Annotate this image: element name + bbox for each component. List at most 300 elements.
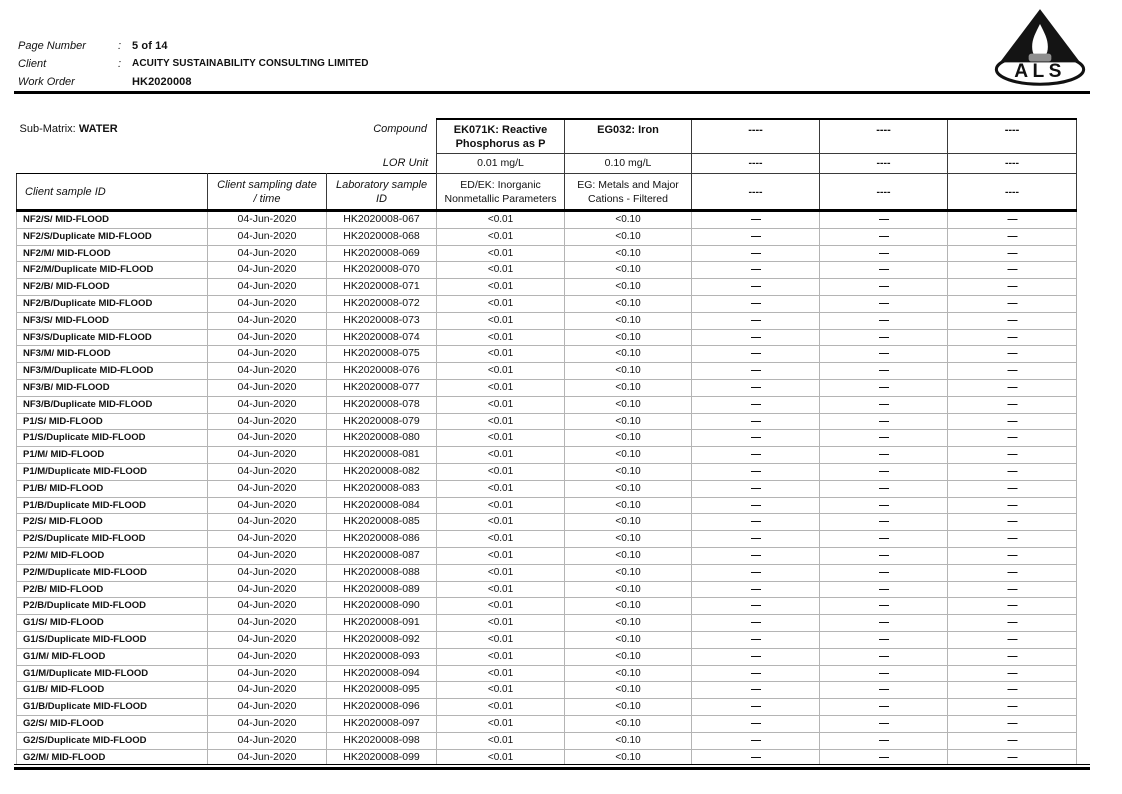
table-row (17, 262, 1077, 279)
sample-id-cell: G2/S/Duplicate MID-FLOOD (17, 732, 208, 749)
result-cell: <0.01 (437, 430, 565, 447)
sampling-date-cell: 04-Jun-2020 (208, 211, 327, 229)
sampling-date-cell: 04-Jun-2020 (208, 615, 327, 632)
table-row (17, 665, 1077, 682)
result-cell: <0.01 (437, 547, 565, 564)
result-cell: — (948, 379, 1077, 396)
result-cell: <0.10 (565, 699, 692, 716)
lab-id-cell: HK2020008-073 (327, 312, 437, 329)
sample-id-cell: P2/M/Duplicate MID-FLOOD (17, 564, 208, 581)
als-logo-graphic (992, 6, 1088, 90)
result-cell: <0.10 (565, 363, 692, 380)
lab-id-cell: HK2020008-077 (327, 379, 437, 396)
result-cell: — (820, 430, 948, 447)
sample-id-cell: P1/B/Duplicate MID-FLOOD (17, 497, 208, 514)
result-cell: <0.10 (565, 245, 692, 262)
result-cell: — (820, 295, 948, 312)
lab-id-cell: HK2020008-085 (327, 514, 437, 531)
result-cell: <0.10 (565, 598, 692, 615)
result-cell: — (692, 598, 820, 615)
compound-name-cell: EK071K: Reactive Phosphorus as P (437, 119, 565, 153)
result-cell: — (820, 346, 948, 363)
lab-sample-id-header: Laboratory sample ID (327, 174, 437, 211)
separator: : (118, 58, 122, 70)
result-cell: <0.10 (565, 682, 692, 699)
result-cell: <0.01 (437, 631, 565, 648)
lab-id-cell: HK2020008-096 (327, 699, 437, 716)
sample-id-cell: P2/S/Duplicate MID-FLOOD (17, 531, 208, 548)
result-cell: — (948, 413, 1077, 430)
sample-id-cell: G2/S/ MID-FLOOD (17, 715, 208, 732)
result-cell: — (820, 379, 948, 396)
sampling-date-cell: 04-Jun-2020 (208, 245, 327, 262)
lab-id-cell: HK2020008-088 (327, 564, 437, 581)
result-cell: — (820, 598, 948, 615)
lor-cell: 0.01 mg/L (437, 153, 565, 174)
lab-id-cell: HK2020008-074 (327, 329, 437, 346)
result-cell: <0.10 (565, 396, 692, 413)
result-cell: <0.01 (437, 262, 565, 279)
result-cell: — (820, 648, 948, 665)
table-row (17, 598, 1077, 615)
result-cell: — (948, 245, 1077, 262)
result-cell: <0.10 (565, 615, 692, 632)
result-cell: — (692, 279, 820, 296)
lab-id-cell: HK2020008-094 (327, 665, 437, 682)
lab-id-cell: HK2020008-089 (327, 581, 437, 598)
sampling-date-cell: 04-Jun-2020 (208, 228, 327, 245)
result-cell: — (948, 211, 1077, 229)
result-cell: — (820, 480, 948, 497)
result-cell: <0.10 (565, 312, 692, 329)
compound-name-cell: ---- (692, 119, 820, 153)
result-cell: — (692, 363, 820, 380)
als-logo (992, 6, 1088, 90)
sample-id-cell: NF3/B/Duplicate MID-FLOOD (17, 396, 208, 413)
table-row (17, 497, 1077, 514)
table-row (17, 228, 1077, 245)
results-table-head (17, 119, 1077, 211)
sample-id-cell: NF3/S/ MID-FLOOD (17, 312, 208, 329)
result-cell: — (948, 228, 1077, 245)
result-cell: — (692, 514, 820, 531)
result-cell: <0.01 (437, 497, 565, 514)
result-cell: — (948, 581, 1077, 598)
result-cell: — (692, 564, 820, 581)
result-cell: — (948, 682, 1077, 699)
client-field (18, 55, 369, 73)
client-sample-id-header: Client sample ID (17, 174, 208, 211)
result-cell: <0.01 (437, 295, 565, 312)
result-cell: — (948, 463, 1077, 480)
sample-id-cell: G1/S/ MID-FLOOD (17, 615, 208, 632)
result-cell: <0.10 (565, 514, 692, 531)
client-value: ACUITY SUSTAINABILITY CONSULTING LIMITED (132, 58, 369, 69)
result-cell: <0.01 (437, 665, 565, 682)
result-cell: — (820, 531, 948, 548)
result-cell: — (820, 497, 948, 514)
result-cell: — (820, 581, 948, 598)
lab-id-cell: HK2020008-075 (327, 346, 437, 363)
sampling-date-cell: 04-Jun-2020 (208, 363, 327, 380)
result-cell: <0.01 (437, 732, 565, 749)
result-cell: — (948, 262, 1077, 279)
sample-id-cell: G2/M/ MID-FLOOD (17, 749, 208, 766)
result-cell: — (820, 699, 948, 716)
result-cell: <0.01 (437, 682, 565, 699)
work-order-label: Work Order (18, 76, 75, 88)
result-cell: — (692, 430, 820, 447)
lab-id-cell: HK2020008-092 (327, 631, 437, 648)
result-cell: <0.01 (437, 228, 565, 245)
result-cell: <0.01 (437, 514, 565, 531)
sample-id-cell: G1/M/ MID-FLOOD (17, 648, 208, 665)
result-cell: — (820, 682, 948, 699)
result-cell: <0.01 (437, 598, 565, 615)
sample-id-cell: NF2/B/Duplicate MID-FLOOD (17, 295, 208, 312)
page-number-label: Page Number (18, 40, 86, 52)
result-cell: <0.01 (437, 279, 565, 296)
result-cell: <0.10 (565, 211, 692, 229)
result-cell: <0.10 (565, 262, 692, 279)
result-cell: <0.10 (565, 648, 692, 665)
sample-id-cell: NF2/M/ MID-FLOOD (17, 245, 208, 262)
result-cell: — (692, 497, 820, 514)
compound-header-row (17, 119, 1077, 153)
sampling-date-cell: 04-Jun-2020 (208, 514, 327, 531)
result-cell: — (820, 631, 948, 648)
method-group-cell: ---- (692, 174, 820, 211)
sampling-date-cell: 04-Jun-2020 (208, 379, 327, 396)
lab-id-cell: HK2020008-069 (327, 245, 437, 262)
sampling-date-cell: 04-Jun-2020 (208, 732, 327, 749)
result-cell: — (820, 564, 948, 581)
sampling-date-cell: 04-Jun-2020 (208, 682, 327, 699)
sample-id-cell: P1/B/ MID-FLOOD (17, 480, 208, 497)
sample-id-cell: G1/M/Duplicate MID-FLOOD (17, 665, 208, 682)
table-row (17, 312, 1077, 329)
result-cell: — (692, 379, 820, 396)
result-cell: <0.10 (565, 463, 692, 480)
result-cell: <0.10 (565, 413, 692, 430)
sampling-date-cell: 04-Jun-2020 (208, 346, 327, 363)
lor-unit-label-cell (17, 153, 437, 174)
method-group-cell: ED/EK: Inorganic Nonmetallic Parameters (437, 174, 565, 211)
table-row (17, 547, 1077, 564)
lor-cell: ---- (692, 153, 820, 174)
table-row (17, 480, 1077, 497)
sampling-date-cell: 04-Jun-2020 (208, 497, 327, 514)
sampling-date-cell: 04-Jun-2020 (208, 295, 327, 312)
table-row (17, 245, 1077, 262)
result-cell: — (692, 463, 820, 480)
result-cell: — (948, 430, 1077, 447)
column-header-row (17, 174, 1077, 211)
sample-id-cell: NF2/S/ MID-FLOOD (17, 211, 208, 229)
result-cell: — (948, 447, 1077, 464)
result-cell: — (692, 715, 820, 732)
result-cell: <0.01 (437, 648, 565, 665)
table-row (17, 413, 1077, 430)
result-cell: — (692, 245, 820, 262)
table-row (17, 379, 1077, 396)
result-cell: — (692, 665, 820, 682)
lab-id-cell: HK2020008-084 (327, 497, 437, 514)
result-cell: <0.10 (565, 581, 692, 598)
result-cell: <0.01 (437, 715, 565, 732)
compound-name-cell: EG032: Iron (565, 119, 692, 153)
result-cell: <0.01 (437, 245, 565, 262)
result-cell: — (820, 447, 948, 464)
result-cell: — (948, 329, 1077, 346)
table-row (17, 329, 1077, 346)
result-cell: — (692, 648, 820, 665)
result-cell: — (692, 228, 820, 245)
compound-name-cell: ---- (820, 119, 948, 153)
result-cell: — (820, 228, 948, 245)
result-cell: — (692, 581, 820, 598)
lab-id-cell: HK2020008-083 (327, 480, 437, 497)
result-cell: <0.10 (565, 715, 692, 732)
result-cell: — (948, 497, 1077, 514)
result-cell: — (692, 531, 820, 548)
page-number-value: 5 of 14 (132, 40, 168, 52)
result-cell: <0.01 (437, 346, 565, 363)
sampling-date-cell: 04-Jun-2020 (208, 447, 327, 464)
method-group-cell: EG: Metals and Major Cations - Filtered (565, 174, 692, 211)
sampling-date-cell: 04-Jun-2020 (208, 598, 327, 615)
sampling-date-cell: 04-Jun-2020 (208, 463, 327, 480)
sample-id-cell: P1/M/Duplicate MID-FLOOD (17, 463, 208, 480)
result-cell: — (820, 329, 948, 346)
table-row (17, 346, 1077, 363)
lab-id-cell: HK2020008-090 (327, 598, 437, 615)
lab-id-cell: HK2020008-068 (327, 228, 437, 245)
result-cell: <0.10 (565, 228, 692, 245)
result-cell: <0.01 (437, 211, 565, 229)
result-cell: <0.01 (437, 564, 565, 581)
result-cell: <0.01 (437, 699, 565, 716)
lor-unit-row (17, 153, 1077, 174)
result-cell: — (820, 211, 948, 229)
table-row (17, 211, 1077, 229)
table-row (17, 430, 1077, 447)
separator (118, 73, 132, 91)
result-cell: — (692, 682, 820, 699)
result-cell: — (692, 732, 820, 749)
result-cell: — (692, 262, 820, 279)
result-cell: — (692, 615, 820, 632)
result-cell: — (820, 363, 948, 380)
result-cell: <0.01 (437, 379, 565, 396)
sampling-date-cell: 04-Jun-2020 (208, 699, 327, 716)
lab-id-cell: HK2020008-081 (327, 447, 437, 464)
result-cell: <0.10 (565, 279, 692, 296)
lor-unit-label: LOR Unit (382, 157, 429, 169)
sampling-date-cell: 04-Jun-2020 (208, 564, 327, 581)
result-cell: — (692, 211, 820, 229)
result-cell: — (820, 262, 948, 279)
result-cell: — (820, 279, 948, 296)
lab-id-cell: HK2020008-093 (327, 648, 437, 665)
sample-id-cell: NF3/B/ MID-FLOOD (17, 379, 208, 396)
result-cell: <0.10 (565, 480, 692, 497)
result-cell: — (692, 447, 820, 464)
result-cell: <0.01 (437, 615, 565, 632)
sampling-date-cell: 04-Jun-2020 (208, 648, 327, 665)
result-cell: — (948, 631, 1077, 648)
result-cell: — (820, 245, 948, 262)
submatrix-compound-cell (17, 119, 437, 153)
result-cell: <0.10 (565, 547, 692, 564)
result-cell: — (948, 715, 1077, 732)
result-cell: — (820, 732, 948, 749)
result-cell: — (692, 547, 820, 564)
result-cell: <0.10 (565, 665, 692, 682)
result-cell: — (948, 732, 1077, 749)
result-cell: <0.10 (565, 564, 692, 581)
result-cell: <0.01 (437, 363, 565, 380)
lor-cell: 0.10 mg/L (565, 153, 692, 174)
table-row (17, 564, 1077, 581)
result-cell: — (820, 463, 948, 480)
result-cell: <0.01 (437, 581, 565, 598)
lab-id-cell: HK2020008-091 (327, 615, 437, 632)
result-cell: <0.01 (437, 329, 565, 346)
sampling-date-cell: 04-Jun-2020 (208, 279, 327, 296)
table-row (17, 715, 1077, 732)
result-cell: <0.01 (437, 480, 565, 497)
result-cell: <0.10 (565, 749, 692, 766)
sample-id-cell: P1/M/ MID-FLOOD (17, 447, 208, 464)
sample-id-cell: P2/S/ MID-FLOOD (17, 514, 208, 531)
result-cell: — (692, 295, 820, 312)
lab-id-cell: HK2020008-079 (327, 413, 437, 430)
lab-id-cell: HK2020008-097 (327, 715, 437, 732)
sampling-date-cell: 04-Jun-2020 (208, 262, 327, 279)
footer-rule (14, 764, 1090, 770)
header-rule (14, 91, 1090, 94)
result-cell: — (692, 480, 820, 497)
result-cell: — (820, 413, 948, 430)
sampling-date-cell: 04-Jun-2020 (208, 430, 327, 447)
method-group-cell: ---- (948, 174, 1077, 211)
lab-id-cell: HK2020008-087 (327, 547, 437, 564)
lab-id-cell: HK2020008-070 (327, 262, 437, 279)
result-cell: <0.10 (565, 497, 692, 514)
result-cell: <0.10 (565, 379, 692, 396)
lab-id-cell: HK2020008-067 (327, 211, 437, 229)
sample-id-cell: P1/S/ MID-FLOOD (17, 413, 208, 430)
table-row (17, 363, 1077, 380)
result-cell: <0.01 (437, 413, 565, 430)
result-cell: <0.10 (565, 295, 692, 312)
result-cell: <0.10 (565, 329, 692, 346)
result-cell: — (948, 514, 1077, 531)
lab-id-cell: HK2020008-099 (327, 749, 437, 766)
compound-name-cell: ---- (948, 119, 1077, 153)
table-row (17, 732, 1077, 749)
table-row (17, 531, 1077, 548)
result-cell: <0.10 (565, 430, 692, 447)
result-cell: <0.10 (565, 346, 692, 363)
result-cell: — (948, 665, 1077, 682)
sampling-date-cell: 04-Jun-2020 (208, 413, 327, 430)
sampling-date-header: Client sampling date / time (208, 174, 327, 211)
sampling-date-cell: 04-Jun-2020 (208, 396, 327, 413)
sampling-date-cell: 04-Jun-2020 (208, 631, 327, 648)
lab-id-cell: HK2020008-072 (327, 295, 437, 312)
result-cell: <0.01 (437, 396, 565, 413)
table-row (17, 682, 1077, 699)
work-order-field (18, 73, 369, 91)
sample-id-cell: NF3/M/ MID-FLOOD (17, 346, 208, 363)
sampling-date-cell: 04-Jun-2020 (208, 312, 327, 329)
submatrix (20, 123, 118, 135)
als-logo-text: ALS (1014, 61, 1066, 83)
result-cell: — (948, 295, 1077, 312)
result-cell: — (948, 279, 1077, 296)
result-cell: — (948, 749, 1077, 766)
separator: : (118, 40, 122, 52)
result-cell: — (820, 312, 948, 329)
lab-id-cell: HK2020008-082 (327, 463, 437, 480)
sample-id-cell: NF2/S/Duplicate MID-FLOOD (17, 228, 208, 245)
lab-id-cell: HK2020008-071 (327, 279, 437, 296)
result-cell: — (692, 699, 820, 716)
method-group-cell: ---- (820, 174, 948, 211)
result-cell: — (692, 749, 820, 766)
sample-table-body (17, 211, 1077, 766)
result-cell: — (948, 547, 1077, 564)
result-cell: <0.10 (565, 631, 692, 648)
result-cell: — (948, 363, 1077, 380)
table-row (17, 396, 1077, 413)
sampling-date-cell: 04-Jun-2020 (208, 665, 327, 682)
sampling-date-cell: 04-Jun-2020 (208, 480, 327, 497)
sample-id-cell: G1/B/Duplicate MID-FLOOD (17, 699, 208, 716)
result-cell: — (692, 413, 820, 430)
sample-id-cell: P1/S/Duplicate MID-FLOOD (17, 430, 208, 447)
sample-id-cell: G1/B/ MID-FLOOD (17, 682, 208, 699)
submatrix-label: Sub-Matrix: (19, 123, 76, 135)
result-cell: — (692, 631, 820, 648)
report-header (18, 37, 369, 91)
compound-label: Compound (373, 123, 428, 135)
table-row (17, 295, 1077, 312)
sample-id-cell: NF3/M/Duplicate MID-FLOOD (17, 363, 208, 380)
sample-id-cell: P2/B/Duplicate MID-FLOOD (17, 598, 208, 615)
result-cell: <0.01 (437, 531, 565, 548)
table-row (17, 463, 1077, 480)
sampling-date-cell: 04-Jun-2020 (208, 715, 327, 732)
result-cell: — (820, 547, 948, 564)
result-cell: <0.10 (565, 732, 692, 749)
result-cell: — (948, 480, 1077, 497)
sampling-date-cell: 04-Jun-2020 (208, 531, 327, 548)
result-cell: — (692, 396, 820, 413)
table-row (17, 279, 1077, 296)
sample-id-cell: NF2/B/ MID-FLOOD (17, 279, 208, 296)
result-cell: — (948, 648, 1077, 665)
result-cell: — (820, 615, 948, 632)
result-cell: <0.01 (437, 312, 565, 329)
table-row (17, 581, 1077, 598)
table-row (17, 514, 1077, 531)
sample-id-cell: NF3/S/Duplicate MID-FLOOD (17, 329, 208, 346)
result-cell: <0.01 (437, 749, 565, 766)
sampling-date-cell: 04-Jun-2020 (208, 329, 327, 346)
